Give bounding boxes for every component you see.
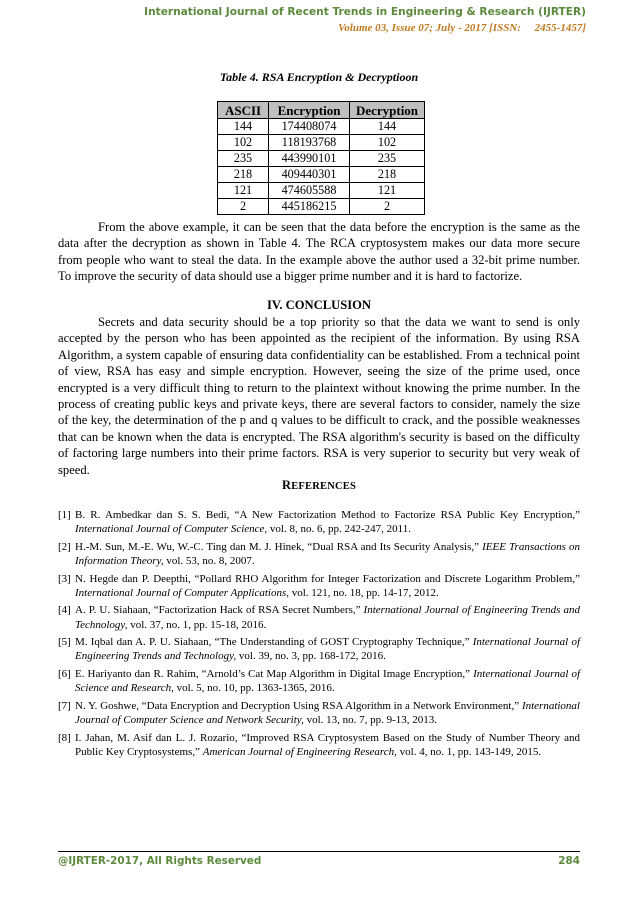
paragraph-line: Secrets and data security should be a top priority so that the data we want to send is only (98, 315, 580, 329)
conclusion-heading: IV. CONCLUSION (266, 298, 372, 312)
reference-item: [2] H.-M. Sun, M.-E. Wu, W.-C. Ting dan M. J. Hinek, “Dual RSA and Its Security Analysis,” IEEE Transactions on Information Theory, vol. 53, no. 8, 2007. (58, 540, 580, 567)
table-cell: 102 (350, 135, 425, 151)
rsa-table (217, 101, 425, 215)
table-row (218, 199, 425, 215)
conclusion-paragraph (58, 314, 580, 478)
paragraph-line: data after the decryption as shown in Table 4. The RCA cryptosystem makes our data more secure (58, 236, 580, 251)
table-cell: 121 (218, 183, 269, 199)
references-heading: REFERENCES (281, 478, 357, 492)
paragraph-line: from people who want to steal the data. In the example above the author used a 32-bit prime number. (58, 252, 580, 267)
issue-volume: Volume 03, Issue 07; July - 2017 [ISSN: (338, 22, 521, 34)
table-cell: 2 (350, 199, 425, 215)
table-cell: 2 (218, 199, 269, 215)
table-cell: 121 (350, 183, 425, 199)
column-header-decryption: Decryption (350, 102, 425, 119)
references-list (58, 508, 580, 762)
column-header-encryption: Encryption (269, 102, 350, 119)
column-header-ascii: ASCII (218, 102, 269, 119)
paragraph-line: of factoring large numbers into their prime factors. RSA is very superior to security but very weak of (58, 446, 580, 461)
page-number: 284 (558, 855, 580, 867)
footer-copyright: @IJRTER-2017, All Rights Reserved (58, 855, 262, 867)
paragraph-line: of the key, the determination of the p and q values to be difficult to crack, and the possible weaknesses (58, 413, 580, 428)
paragraph-line: encrypted is a very difficult thing to return to the plaintext without knowing the prime number. In the (58, 380, 580, 395)
paragraph-line: From the above example, it can be seen that the data before the encryption is the same as the (98, 220, 580, 234)
table-cell: 235 (350, 151, 425, 167)
paragraph-line: accepted by the person who has been appointed as the recipient of the information. By using RSA (58, 331, 580, 346)
table-cell: 445186215 (269, 199, 350, 215)
paragraph-line: To improve the security of data should use a bigger prime number and it is hard to factorize. (58, 269, 523, 284)
reference-item: [5] M. Iqbal dan A. P. U. Siahaan, “The Understanding of GOST Cryptography Technique,” International Journal of Engineering Trends and Technology, vol. 39, no. 3, pp. 168-172, 2016. (58, 636, 580, 663)
reference-item: [1] B. R. Ambedkar dan S. S. Bedi, “A New Factorization Method to Factorize RSA Public Key Encryption,” International Journal of Computer Science, vol. 8, no. 6, pp. 242-247, 2011. (58, 509, 580, 536)
journal-title: International Journal of Recent Trends in Engineering & Research (IJRTER) (144, 6, 586, 18)
paragraph-line: that can be known when the data is encrypted. The RSA algorithm's security is based on the difficulty (58, 429, 580, 444)
reference-item: [6] E. Hariyanto dan R. Rahim, “Arnold’s Cat Map Algorithm in Digital Image Encryption,” International Journal of Science and Research, vol. 5, no. 10, pp. 1363-1365, 2016. (58, 667, 581, 695)
table-cell: 218 (350, 167, 425, 183)
reference-item: [4] A. P. U. Siahaan, “Factorization Hack of RSA Secret Numbers,” International Journal of Engineering Trends and Technology, vol. 37, no. 1, pp. 15-18, 2016. (58, 604, 580, 631)
reference-item: [3] N. Hegde dan P. Deepthi, “Pollard RHO Algorithm for Integer Factorization and Discrete Logarithm Problem,” International Journal of Computer Applications, vol. 121, no. 18, pp. 14-17, 2012. (58, 572, 580, 599)
table-cell: 102 (218, 135, 269, 151)
table-cell: 409440301 (269, 167, 350, 183)
issue-issn: 2455-1457] (534, 22, 586, 34)
footer-rule (58, 851, 580, 852)
table-caption: Table 4. RSA Encryption & Decryptioon (219, 70, 419, 84)
table-cell: 144 (218, 119, 269, 135)
table-cell: 218 (218, 167, 269, 183)
issue-line (338, 22, 586, 34)
reference-item: [7] N. Y. Goshwe, “Data Encryption and Decryption Using RSA Algorithm in a Network Environment,” International Journal of Computer Science and Network Security, vol. 13, no. 7, pp. 9-13, 2013. (58, 699, 580, 726)
table-cell: 118193768 (269, 135, 350, 151)
table-row (218, 151, 425, 167)
paragraph-line: Algorithm, a system capable of ensuring data confidentiality can be established. From a technical point (58, 347, 580, 362)
table-row (218, 119, 425, 135)
table-header-row (218, 102, 425, 119)
table-cell: 174408074 (269, 119, 350, 135)
table-cell: 235 (218, 151, 269, 167)
paragraph-line: process of creating public keys and private keys, there are several factors to consider, namely the size (58, 397, 580, 412)
table-cell: 474605588 (269, 183, 350, 199)
paragraph-line: of view, RSA has easy and simple encryption. However, seeing the size of the prime used, once (58, 364, 580, 379)
table-row (218, 135, 425, 151)
reference-item: [8] I. Jahan, M. Asif dan L. J. Rozario, “Improved RSA Cryptosystem Based on the Study of Number Theory and Public Key Cryptosystems,” American Journal of Engineering Research, vol. 4, no. 1, pp. 143-149, 2015. (58, 731, 580, 758)
results-paragraph (58, 219, 580, 285)
table-cell: 443990101 (269, 151, 350, 167)
table-cell: 144 (350, 119, 425, 135)
table-row (218, 183, 425, 199)
table-row (218, 167, 425, 183)
paragraph-line: speed. (58, 462, 90, 477)
